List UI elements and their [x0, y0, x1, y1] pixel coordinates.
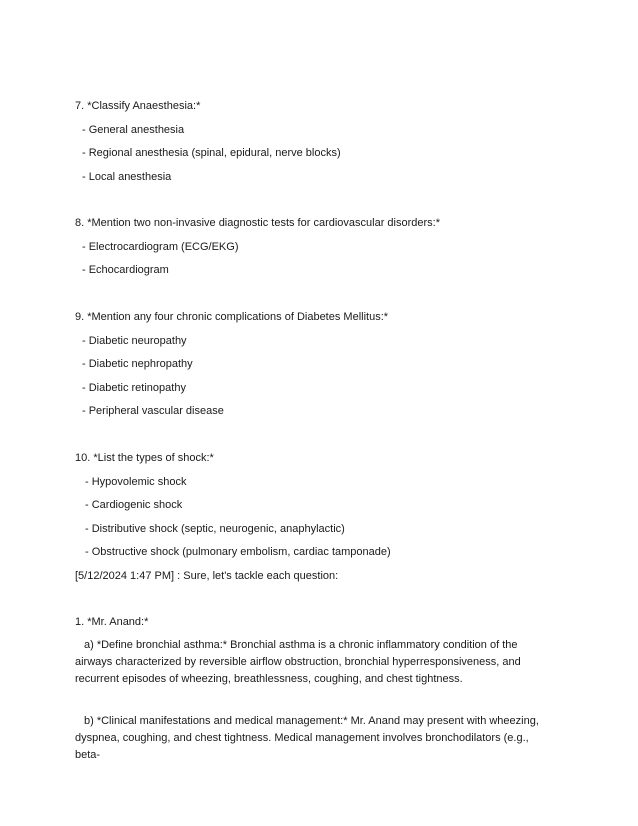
- case-1-heading: 1. *Mr. Anand:*: [75, 616, 149, 628]
- question-9-heading: 9. *Mention any four chronic complications of Diabetes Mellitus:*: [75, 311, 389, 323]
- list-item: - Hypovolemic shock: [85, 476, 187, 488]
- list-item: - Electrocardiogram (ECG/EKG): [82, 241, 239, 253]
- question-8-heading: 8. *Mention two non-invasive diagnostic tests for cardiovascular disorders:*: [75, 217, 441, 229]
- list-item: - Echocardiogram: [82, 264, 169, 276]
- question-7-heading: 7. *Classify Anaesthesia:*: [75, 100, 201, 112]
- timestamp-line: [5/12/2024 1:47 PM] : Sure, let's tackle each question:: [75, 570, 339, 582]
- list-item: - Cardiogenic shock: [85, 499, 183, 511]
- list-item: - Obstructive shock (pulmonary embolism, cardiac tamponade): [85, 546, 391, 558]
- list-item: - Regional anesthesia (spinal, epidural, nerve blocks): [82, 147, 341, 159]
- question-10-heading: 10. *List the types of shock:*: [75, 452, 214, 464]
- list-item: - General anesthesia: [82, 124, 185, 136]
- list-item: - Distributive shock (septic, neurogenic, anaphylactic): [85, 523, 345, 535]
- case-1-part-b: b) *Clinical manifestations and medical management:* Mr. Anand may present with wheezing, dyspnea, coughing, and chest tightness. Medical management involves bronchodilators (e.g., beta-: [75, 715, 539, 761]
- list-item: - Local anesthesia: [82, 171, 172, 183]
- case-1-part-a: a) *Define bronchial asthma:* Bronchial asthma is a chronic inflammatory condition of the airways characterized by reversible airflow obstruction, bronchial hyperresponsiveness, and recurrent episodes of wheezing, breathlessness, coughing, and chest tightness.: [75, 639, 521, 685]
- list-item: - Peripheral vascular disease: [82, 405, 224, 417]
- list-item: - Diabetic retinopathy: [82, 382, 186, 394]
- list-item: - Diabetic nephropathy: [82, 358, 193, 370]
- list-item: - Diabetic neuropathy: [82, 335, 187, 347]
